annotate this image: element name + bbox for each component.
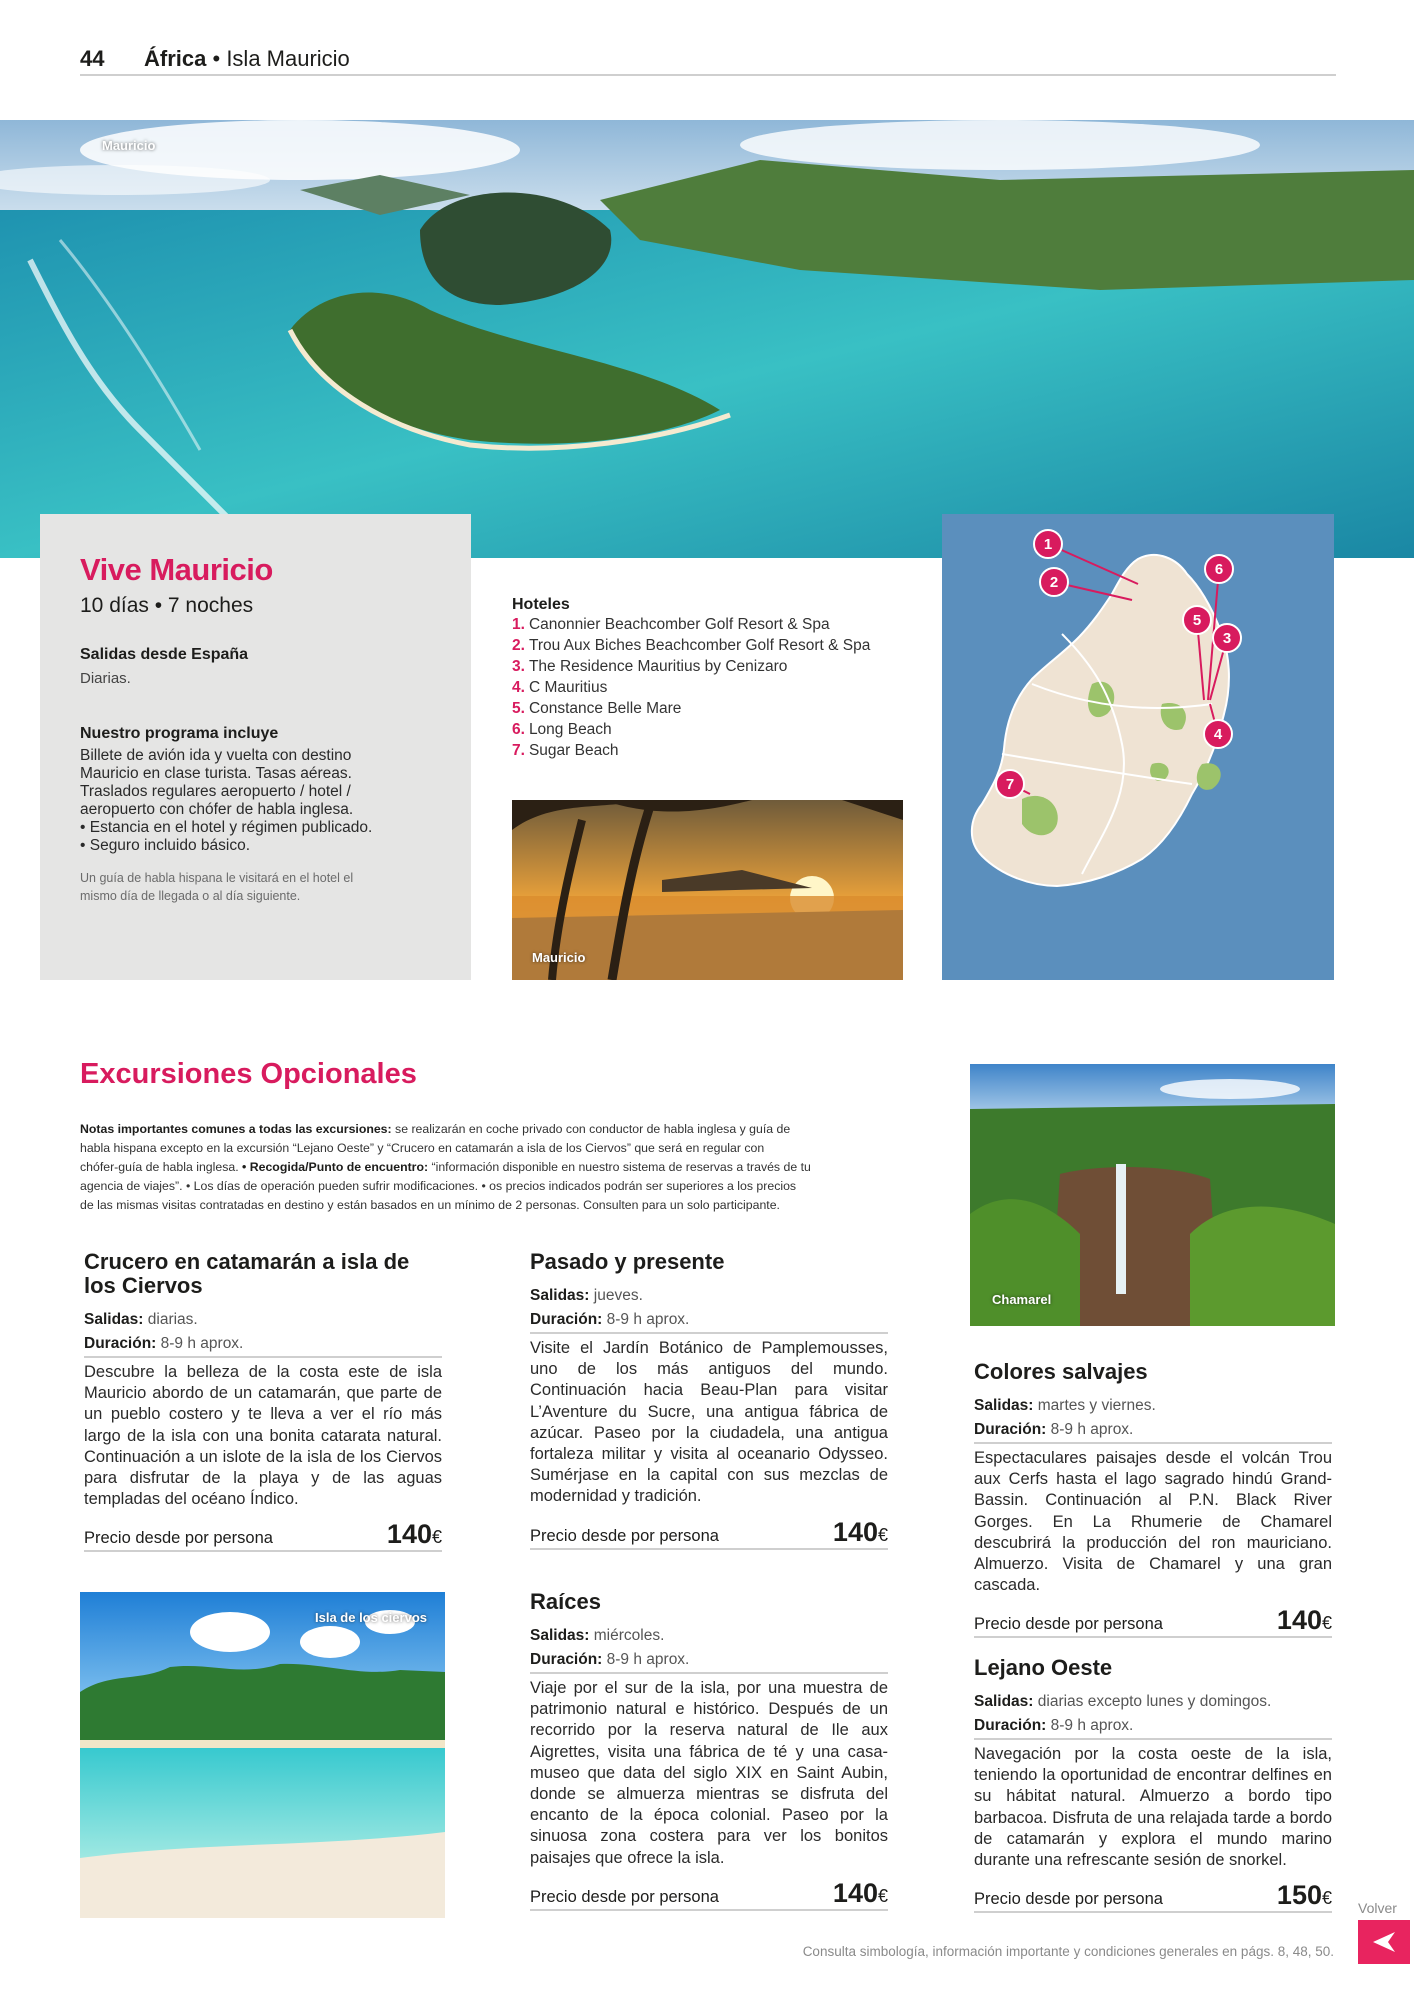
excursion-duration [84, 1332, 442, 1356]
hero-illustration [0, 120, 1414, 558]
price-label: Precio desde por persona [530, 1526, 719, 1545]
svg-text:5: 5 [1192, 612, 1202, 629]
excursions-title: Excursiones Opcionales [80, 1058, 417, 1090]
includes-line: Mauricio en clase turista. Tasas aéreas. [80, 765, 352, 782]
package-duration: 10 días • 7 noches [80, 594, 254, 617]
price-amount: 140 [832, 1516, 878, 1547]
hotels-items [512, 614, 932, 761]
map-pin [1205, 555, 1233, 583]
notes-text: se realizarán en coche privado con conductor de habla inglesa y guía de [391, 1122, 791, 1136]
excursion-price-row [974, 1881, 1332, 1913]
departures-label: Salidas: [84, 1311, 144, 1328]
price-label: Precio desde por persona [84, 1529, 273, 1548]
footer-note: Consulta simbología, información importante y condiciones generales en págs. 8, 48, 50. [802, 1944, 1334, 1959]
hotel-number: 1. [512, 616, 525, 633]
price-amount: 150 [1276, 1880, 1322, 1911]
excursion-price-row [974, 1606, 1332, 1638]
svg-text:4: 4 [1213, 726, 1223, 743]
hotel-number: 3. [512, 658, 525, 675]
departures-value: Diarias. [80, 670, 131, 687]
excursion-card [530, 1590, 888, 1911]
hotel-name: Long Beach [528, 721, 612, 738]
excursion-title: Colores salvajes [974, 1359, 1148, 1384]
price-amount: 140 [1276, 1605, 1322, 1636]
notes-line [80, 1158, 910, 1177]
hotel-name: Canonnier Beachcomber Golf Resort & Spa [528, 616, 830, 633]
notes-line: agencia de viajes”. • Los días de operación pueden sufrir modificaciones. • os precios indicados podrán ser superiores a los precios [80, 1179, 797, 1193]
excursion-meta [84, 1308, 442, 1358]
map-pin [1183, 606, 1211, 634]
excursion-card [530, 1250, 888, 1550]
hotel-item [512, 677, 932, 698]
notes-text: “información disponible en nuestro sistema de reservas a través de tu [428, 1160, 811, 1174]
duration-label: Duración: [974, 1717, 1047, 1734]
price-value [833, 1517, 888, 1548]
notes-text: chófer-guía de habla inglesa. [80, 1160, 243, 1174]
sunset-photo [512, 800, 903, 980]
price-amount: 140 [832, 1877, 878, 1908]
duration-value: 8-9 h aprox. [156, 1335, 244, 1352]
back-button[interactable] [1358, 1920, 1410, 1964]
map-illustration [942, 514, 1334, 980]
back-arrow-icon [1371, 1929, 1397, 1955]
price-label: Precio desde por persona [530, 1887, 719, 1906]
section-title [144, 46, 350, 72]
price-currency: € [431, 1527, 442, 1548]
excursion-title: Pasado y presente [530, 1249, 725, 1274]
notes-line: habla hispana excepto en la excursión “Lejano Oeste” y “Crucero en catamarán a isla de los Ciervos” que será en regular con [80, 1141, 765, 1155]
departures-value: diarias excepto lunes y domingos. [1033, 1693, 1272, 1710]
excursion-description: Espectaculares paisajes desde el volcán Trou aux Cerfs hasta el lago sagrado hindú Grand-Bassin. Continuación al P.N. Black River Gorges. En La Rhumerie de Chamarel descubrirá la producción del ron mauriciano. Almuerzo. Visita de Chamarel y una gran cascada. [974, 1449, 1332, 1595]
svg-text:1: 1 [1043, 536, 1053, 553]
duration-value: 8-9 h aprox. [1046, 1421, 1134, 1438]
excursion-departures [530, 1284, 888, 1308]
hotel-name: C Mauritius [528, 679, 608, 696]
excursion-description: Navegación por la costa oeste de la isla, teniendo la oportunidad de encontrar delfines en su hábitat natural. Almuerzo a bordo tipo barbacoa. Disfruta de una relajada tarde a bordo de catamarán y explora el mundo marino durante una refrescante sesión de snorkel. [974, 1745, 1332, 1870]
excursion-meta [530, 1284, 888, 1334]
duration-label: Duración: [84, 1335, 157, 1352]
excursion-card [974, 1656, 1332, 1913]
page-header [80, 44, 1336, 76]
guide-note-line: mismo día de llegada o al día siguiente. [80, 889, 301, 903]
notes-bold: Notas importantes comunes a todas las excursiones: [80, 1122, 392, 1136]
departures-label: Salidas: [530, 1287, 590, 1304]
excursion-description: Viaje por el sur de la isla, por una muestra de patrimonio natural e histórico. Después de un recorrido por la reserva natural de Ile aux Aigrettes, visita una fábrica de té y una casa-museo que data del siglo XIX en Saint Aubin, donde se almuerza mientras se disfruta del encanto de la época colonial. Paseo por la sinuosa zona costera para ver los bonitos paisajes que ofrece la isla. [530, 1679, 888, 1867]
guide-note-line: Un guía de habla hispana le visitará en el hotel el [80, 871, 354, 885]
excursion-card [974, 1360, 1332, 1638]
excursion-meta [974, 1690, 1332, 1740]
svg-text:3: 3 [1222, 630, 1232, 647]
departures-value: diarias. [143, 1311, 198, 1328]
includes-line: • Seguro incluido básico. [80, 837, 251, 854]
includes-line: Traslados regulares aeropuerto / hotel / [80, 783, 351, 800]
excursion-card [84, 1250, 442, 1552]
departures-label: Salidas: [530, 1627, 590, 1644]
excursion-duration [530, 1648, 888, 1672]
hotel-number: 5. [512, 700, 525, 717]
hotel-item [512, 719, 932, 740]
price-value [833, 1878, 888, 1909]
excursion-title: Lejano Oeste [974, 1655, 1113, 1680]
svg-text:7: 7 [1005, 776, 1015, 793]
sunset-caption: Mauricio [532, 950, 586, 965]
departures-value: martes y viernes. [1033, 1397, 1156, 1414]
excursion-departures [84, 1308, 442, 1332]
includes-line: Billete de avión ida y vuelta con destino [80, 747, 352, 764]
excursion-departures [530, 1624, 888, 1648]
package-info-box [40, 514, 471, 980]
includes-line: • Estancia en el hotel y régimen publicado. [80, 819, 373, 836]
includes-line: aeropuerto con chófer de habla inglesa. [80, 801, 354, 818]
map-pin [1034, 530, 1062, 558]
chamarel-caption: Chamarel [992, 1292, 1052, 1307]
departures-label: Salidas desde España [80, 646, 249, 663]
hotel-item [512, 656, 932, 677]
hotel-item [512, 635, 932, 656]
guide-note [80, 869, 431, 905]
excursion-meta [974, 1394, 1332, 1444]
back-label[interactable]: Volver [1358, 1900, 1397, 1916]
ciervos-photo [80, 1592, 445, 1918]
package-title: Vive Mauricio [80, 552, 273, 587]
region-name: África [144, 46, 207, 71]
hotels-label: Hoteles [512, 596, 570, 613]
duration-label: Duración: [530, 1651, 603, 1668]
excursion-description: Visite el Jardín Botánico de Pamplemousses, uno de los más antiguos del mundo. Continuación hacia Beau-Plan para visitar L’Aventure du Sucre, una antigua fábrica de azúcar. Paseo por la ciudadela, una antigua fortaleza militar y visita al oceanario Odysseo. Sumérjase en la capital con sus mezclas de modernidad y tradición. [530, 1339, 888, 1506]
includes-list [80, 747, 431, 855]
duration-label: Duración: [974, 1421, 1047, 1438]
price-currency: € [1321, 1888, 1332, 1909]
price-currency: € [877, 1885, 888, 1906]
excursion-description: Descubre la belleza de la costa este de isla Mauricio abordo de un catamarán, que parte de un pueblo costero y te lleva a ver el río más largo de la isla con una bonita catarata natural. Continuación a un islote de la isla de los Ciervos para disfrutar de la playa y de las aguas templadas del océano Índico. [84, 1363, 442, 1509]
excursion-meta [530, 1624, 888, 1674]
excursion-price-row [530, 1518, 888, 1550]
departures-value: jueves. [589, 1287, 643, 1304]
excursion-duration [974, 1418, 1332, 1442]
excursion-title: Crucero en catamarán a isla de los Ciervos [84, 1249, 410, 1298]
price-value [387, 1519, 442, 1550]
departures-value: miércoles. [589, 1627, 665, 1644]
duration-label: Duración: [530, 1311, 603, 1328]
hotel-number: 2. [512, 637, 525, 654]
excursions-notes [80, 1120, 910, 1215]
chamarel-illustration [970, 1064, 1335, 1326]
excursion-title: Raíces [530, 1589, 601, 1614]
hotel-number: 6. [512, 721, 525, 738]
price-currency: € [1321, 1613, 1332, 1634]
hotel-number: 4. [512, 679, 525, 696]
page-number: 44 [80, 46, 105, 71]
excursion-price-row [84, 1520, 442, 1552]
includes-label: Nuestro programa incluye [80, 725, 279, 742]
place-name: Isla Mauricio [226, 46, 350, 71]
departures-label: Salidas: [974, 1693, 1034, 1710]
duration-value: 8-9 h aprox. [602, 1651, 690, 1668]
hotel-item [512, 740, 932, 761]
map-pin [1204, 720, 1232, 748]
title-separator: • [212, 46, 221, 71]
price-value [1277, 1605, 1332, 1636]
hero-photo [0, 120, 1414, 558]
notes-bold: • Recogida/Punto de encuentro: [242, 1160, 429, 1174]
excursion-duration [974, 1714, 1332, 1738]
duration-value: 8-9 h aprox. [1046, 1717, 1134, 1734]
excursion-price-row [530, 1879, 888, 1911]
notes-line [80, 1120, 910, 1139]
price-amount: 140 [386, 1519, 432, 1550]
hotel-name: Sugar Beach [528, 742, 619, 759]
excursion-duration [530, 1308, 888, 1332]
chamarel-photo [970, 1064, 1335, 1326]
price-label: Precio desde por persona [974, 1890, 1163, 1909]
price-value [1277, 1880, 1332, 1911]
hero-caption: Mauricio [102, 138, 156, 153]
price-label: Precio desde por persona [974, 1615, 1163, 1634]
price-currency: € [877, 1524, 888, 1545]
hotel-name: Constance Belle Mare [528, 700, 682, 717]
excursion-departures [974, 1690, 1332, 1714]
svg-text:6: 6 [1214, 561, 1224, 578]
map-pin [1040, 568, 1068, 596]
ciervos-caption: Isla de los ciervos [314, 1610, 427, 1625]
hotel-name: The Residence Mauritius by Cenizaro [528, 658, 788, 675]
hotel-item [512, 614, 932, 635]
excursion-departures [974, 1394, 1332, 1418]
island-map [942, 514, 1334, 980]
notes-line: de las mismas visitas contratadas en destino y están basados en un mínimo de 2 personas. Consulten para un solo participante. [80, 1198, 780, 1212]
hotel-number: 7. [512, 742, 525, 759]
hotels-list [512, 596, 932, 761]
ciervos-illustration [80, 1592, 445, 1918]
svg-text:2: 2 [1049, 574, 1059, 591]
departures-label: Salidas: [974, 1397, 1034, 1414]
map-pin [996, 770, 1024, 798]
duration-value: 8-9 h aprox. [602, 1311, 690, 1328]
map-pin [1213, 624, 1241, 652]
hotel-item [512, 698, 932, 719]
hotel-name: Trou Aux Biches Beachcomber Golf Resort & Spa [528, 637, 871, 654]
